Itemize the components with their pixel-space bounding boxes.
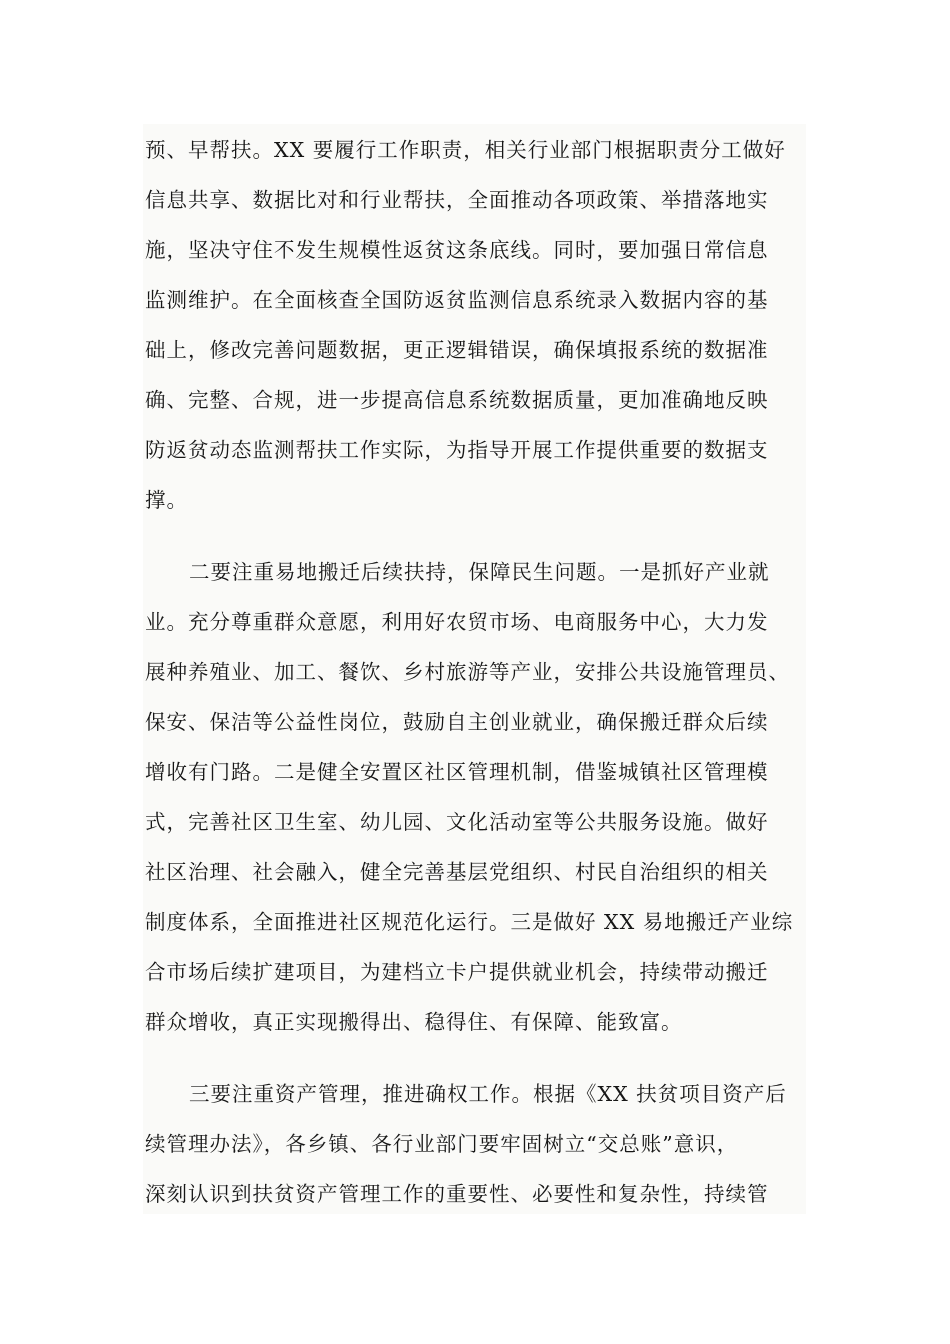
paragraph-2-line-7: 社区治理、社会融入，健全完善基层党组织、村民自治组织的相关 [145,860,769,884]
paragraph-1-line-1: 预、早帮扶。XX 要履行工作职责，相关行业部门根据职责分工做好 [145,138,786,162]
paragraph-2-line-5: 增收有门路。二是健全安置区社区管理机制，借鉴城镇社区管理模 [145,760,769,784]
paragraph-2-line-4: 保安、保洁等公益性岗位，鼓励自主创业就业，确保搬迁群众后续 [145,710,769,734]
paragraph-1-line-3: 施，坚决守住不发生规模性返贫这条底线。同时，要加强日常信息 [145,238,769,262]
paragraph-1-line-8: 撑。 [145,488,188,512]
paragraph-2-line-9: 合市场后续扩建项目，为建档立卡户提供就业机会，持续带动搬迁 [145,960,769,984]
paragraph-1-line-4: 监测维护。在全面核查全国防返贫监测信息系统录入数据内容的基 [145,288,769,312]
paragraph-3-line-1: 三要注重资产管理，推进确权工作。根据《XX 扶贫项目资产后 [189,1082,787,1106]
paragraph-3-line-2: 续管理办法》，各乡镇、各行业部门要牢固树立“交总账”意识， [145,1132,739,1156]
paragraph-2-line-6: 式，完善社区卫生室、幼儿园、文化活动室等公共服务设施。做好 [145,810,769,834]
paragraph-1-line-2: 信息共享、数据比对和行业帮扶，全面推动各项政策、举措落地实 [145,188,769,212]
paragraph-1-line-5: 础上，修改完善问题数据，更正逻辑错误，确保填报系统的数据准 [145,338,769,362]
paragraph-2-line-3: 展种养殖业、加工、餐饮、乡村旅游等产业，安排公共设施管理员、 [145,660,790,684]
paragraph-1-line-6: 确、完整、合规，进一步提高信息系统数据质量，更加准确地反映 [145,388,769,412]
paragraph-2-line-8: 制度体系，全面推进社区规范化运行。三是做好 XX 易地搬迁产业综 [145,910,794,934]
paragraph-3-line-3: 深刻认识到扶贫资产管理工作的重要性、必要性和复杂性，持续管 [145,1182,769,1206]
paragraph-2-line-2: 业。充分尊重群众意愿，利用好农贸市场、电商服务中心，大力发 [145,610,769,634]
paragraph-1-line-7: 防返贫动态监测帮扶工作实际，为指导开展工作提供重要的数据支 [145,438,769,462]
paragraph-2-line-10: 群众增收，真正实现搬得出、稳得住、有保障、能致富。 [145,1010,683,1034]
paragraph-2-line-1: 二要注重易地搬迁后续扶持，保障民生问题。一是抓好产业就 [189,560,770,584]
